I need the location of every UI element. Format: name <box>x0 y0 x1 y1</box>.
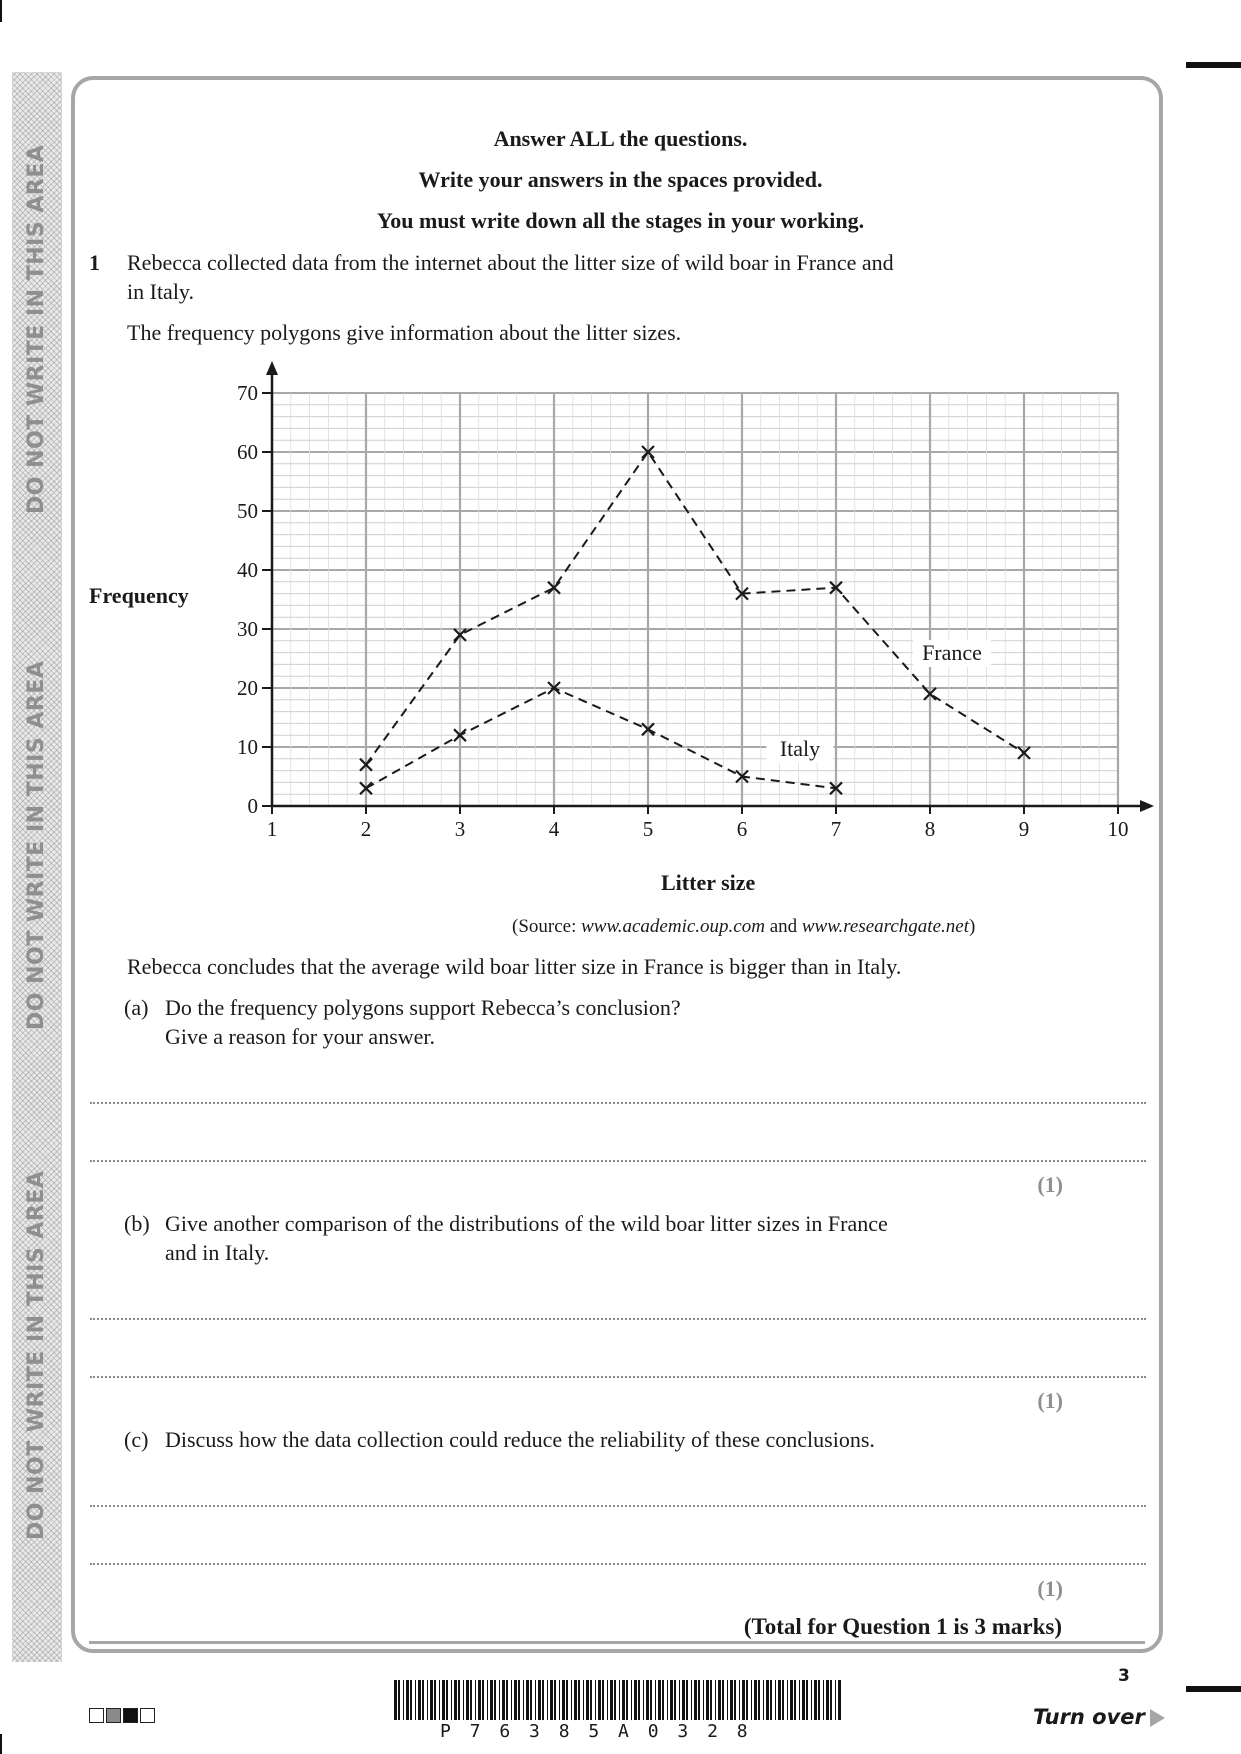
source-line <box>512 916 975 938</box>
barcode-bar <box>463 1680 464 1720</box>
barcode-bar <box>466 1680 469 1720</box>
x-axis-arrow-icon <box>1140 800 1154 812</box>
part-b-label: (b) <box>124 1211 150 1236</box>
x-tick-label: 6 <box>736 817 748 841</box>
barcode-bar <box>826 1680 829 1720</box>
barcode-bar <box>494 1680 496 1720</box>
barcode-bar <box>578 1680 580 1720</box>
barcode-bar <box>398 1680 400 1720</box>
mark-b: (1) <box>1037 1388 1063 1413</box>
turn-over-arrow-icon <box>1150 1709 1165 1727</box>
barcode-bar <box>754 1680 757 1720</box>
barcode-bar <box>682 1680 685 1720</box>
instruction-show-working: You must write down all the stages in your working. <box>376 208 865 233</box>
polygon-description: The frequency polygons give information about the litter sizes. <box>127 320 682 345</box>
x-tick-label: 2 <box>360 817 372 841</box>
y-tick-label: 70 <box>237 381 258 405</box>
barcode-bar <box>478 1680 481 1720</box>
part-a-instruction: Give a reason for your answer. <box>165 1024 436 1049</box>
source-site-2: www.researchgate.net <box>801 916 969 937</box>
barcode-bar <box>679 1680 680 1720</box>
part-b-question-line2: and in Italy. <box>165 1240 270 1265</box>
barcode-bar <box>446 1680 448 1720</box>
barcode-bar <box>739 1680 740 1720</box>
barcode-bar <box>598 1680 601 1720</box>
barcode-bar <box>583 1680 584 1720</box>
barcode-bar <box>778 1680 781 1720</box>
answer-line-c1[interactable] <box>90 1505 1146 1507</box>
barcode-bar <box>434 1680 436 1720</box>
barcode-text: P 7 6 3 8 5 A 0 3 2 8 <box>440 1721 752 1742</box>
barcode-bar <box>634 1680 637 1720</box>
barcode-bar <box>782 1680 784 1720</box>
square-empty-2 <box>140 1708 155 1723</box>
barcode-bar <box>662 1680 664 1720</box>
barcode-bar <box>658 1680 661 1720</box>
barcode-bar <box>646 1680 649 1720</box>
barcode-bar <box>691 1680 692 1720</box>
x-tick-label: 7 <box>830 817 842 841</box>
x-axis-label: Litter size <box>661 870 756 895</box>
source-prefix: (Source: <box>512 916 582 937</box>
source-site-1: www.academic.oup.com <box>581 916 765 937</box>
barcode-bar <box>418 1680 421 1720</box>
y-axis-label: Frequency <box>89 583 189 608</box>
answer-line-c2[interactable] <box>90 1563 1146 1565</box>
barcode-bar <box>590 1680 592 1720</box>
barcode-bar <box>667 1680 668 1720</box>
barcode-bar <box>439 1680 440 1720</box>
part-a-label: (a) <box>124 995 149 1020</box>
x-tick-label: 8 <box>924 817 936 841</box>
series-label-italy: Italy <box>779 736 821 761</box>
barcode-bar <box>566 1680 568 1720</box>
barcode-bar <box>655 1680 656 1720</box>
barcode-bar <box>518 1680 520 1720</box>
instruction-write-spaces: Write your answers in the spaces provided. <box>418 167 823 192</box>
barcode-bar <box>643 1680 644 1720</box>
barcode-bar <box>610 1680 613 1720</box>
barcode-bar <box>458 1680 460 1720</box>
barcode-bar <box>790 1680 793 1720</box>
question-number: 1 <box>89 250 100 275</box>
part-a-question: Do the frequency polygons support Rebecca’s conclusion? <box>165 995 681 1020</box>
barcode-bar <box>799 1680 800 1720</box>
barcode-bar <box>571 1680 572 1720</box>
barcode-bar <box>631 1680 632 1720</box>
barcode-bar <box>554 1680 556 1720</box>
square-black <box>123 1708 138 1723</box>
barcode-bar <box>538 1680 541 1720</box>
barcode-bar <box>806 1680 808 1720</box>
page-squares <box>89 1706 157 1724</box>
mark-a: (1) <box>1037 1172 1063 1197</box>
barcode-bar <box>415 1680 416 1720</box>
barcode-bar <box>830 1680 832 1720</box>
barcode-bar <box>694 1680 697 1720</box>
barcode-bar <box>514 1680 517 1720</box>
barcode-bar <box>526 1680 529 1720</box>
source-and: and <box>764 916 802 937</box>
barcode-bar <box>703 1680 704 1720</box>
answer-line-b1[interactable] <box>90 1318 1146 1320</box>
margin-warning-top: DO NOT WRITE IN THIS AREA <box>24 144 49 514</box>
part-b-question-line1: Give another comparison of the distributions of the wild boar litter sizes in France <box>165 1211 888 1236</box>
y-tick-label: 30 <box>237 617 258 641</box>
total-rule <box>89 1641 1145 1644</box>
answer-line-a2[interactable] <box>90 1160 1146 1162</box>
barcode-bar <box>619 1680 620 1720</box>
barcode-bar <box>475 1680 476 1720</box>
barcode-bar <box>586 1680 589 1720</box>
barcode-bar <box>835 1680 836 1720</box>
barcode-bar <box>638 1680 640 1720</box>
barcode-bar <box>530 1680 532 1720</box>
barcode-bar <box>430 1680 433 1720</box>
barcode-bar <box>559 1680 560 1720</box>
barcode-bar <box>451 1680 452 1720</box>
x-tick-label: 9 <box>1018 817 1030 841</box>
barcode-bar <box>823 1680 824 1720</box>
conclusion-text: Rebecca concludes that the average wild boar litter size in France is bigger than in Italy. <box>127 954 902 979</box>
barcode-bar <box>818 1680 820 1720</box>
square-empty-1 <box>89 1708 104 1723</box>
x-tick-label: 1 <box>266 817 278 841</box>
y-axis-arrow-icon <box>266 361 278 375</box>
barcode-bar <box>742 1680 745 1720</box>
barcode-bar <box>511 1680 512 1720</box>
barcode-bar <box>814 1680 817 1720</box>
barcode-bar <box>482 1680 484 1720</box>
barcode-bar <box>470 1680 472 1720</box>
y-tick-label: 0 <box>247 794 258 818</box>
barcode-bar <box>758 1680 760 1720</box>
x-tick-label: 10 <box>1107 817 1129 841</box>
barcode-bar <box>775 1680 776 1720</box>
barcode-bar <box>562 1680 565 1720</box>
barcode-bar <box>838 1680 841 1720</box>
barcode-bar <box>794 1680 796 1720</box>
page-number: 3 <box>1118 1666 1130 1686</box>
margin-warning-bottom: DO NOT WRITE IN THIS AREA <box>24 1170 49 1540</box>
barcode-bar <box>650 1680 652 1720</box>
barcode-bar <box>602 1680 604 1720</box>
barcode-bar <box>787 1680 788 1720</box>
barcode-bar <box>502 1680 505 1720</box>
barcode-bar <box>542 1680 544 1720</box>
barcode-bar <box>770 1680 772 1720</box>
barcode-bar <box>403 1680 404 1720</box>
y-tick-label: 10 <box>237 735 258 759</box>
source-suffix: ) <box>968 916 976 937</box>
barcode-bar <box>550 1680 553 1720</box>
square-grey <box>106 1708 121 1723</box>
edge-mark-bottom-right <box>1186 1686 1241 1692</box>
barcode-bar <box>626 1680 628 1720</box>
barcode-bar <box>595 1680 596 1720</box>
barcode-bar <box>506 1680 508 1720</box>
answer-line-b2[interactable] <box>90 1376 1146 1378</box>
barcode-bar <box>454 1680 457 1720</box>
barcode-bar <box>751 1680 752 1720</box>
part-c-question: Discuss how the data collection could reduce the reliability of these conclusions. <box>165 1427 875 1452</box>
barcode-bar <box>442 1680 445 1720</box>
barcode-bar <box>746 1680 748 1720</box>
barcode-bar <box>766 1680 769 1720</box>
barcode-bar <box>715 1680 716 1720</box>
barcode-bar <box>614 1680 616 1720</box>
barcode-bar <box>763 1680 764 1720</box>
barcode-bar <box>670 1680 673 1720</box>
barcode-bar <box>718 1680 721 1720</box>
barcode-bar <box>730 1680 733 1720</box>
instruction-answer-all: Answer ALL the questions. <box>493 126 748 151</box>
barcode-bar <box>734 1680 736 1720</box>
margin-warning-middle: DO NOT WRITE IN THIS AREA <box>24 660 49 1030</box>
barcode-bar <box>487 1680 488 1720</box>
barcode-bar <box>547 1680 548 1720</box>
barcode-bar <box>523 1680 524 1720</box>
barcode-bar <box>698 1680 700 1720</box>
y-tick-label: 50 <box>237 499 258 523</box>
barcode-bar <box>410 1680 412 1720</box>
barcode-bar <box>422 1680 424 1720</box>
total-marks: (Total for Question 1 is 3 marks) <box>743 1614 1062 1639</box>
barcode-bar <box>686 1680 688 1720</box>
barcode-bar <box>722 1680 724 1720</box>
turn-over-label: Turn over <box>1033 1705 1145 1729</box>
y-tick-label: 20 <box>237 676 258 700</box>
series-label-france: France <box>922 640 982 665</box>
barcode-bar <box>710 1680 712 1720</box>
barcode-bar <box>802 1680 805 1720</box>
barcode-bar <box>706 1680 709 1720</box>
barcode-bar <box>622 1680 625 1720</box>
barcode-bar <box>490 1680 493 1720</box>
y-tick-label: 60 <box>237 440 258 464</box>
barcode-bar <box>574 1680 577 1720</box>
y-tick-label: 40 <box>237 558 258 582</box>
barcode-bar <box>811 1680 812 1720</box>
barcode <box>394 1680 844 1722</box>
barcode-bar <box>394 1680 397 1720</box>
part-c-label: (c) <box>124 1427 149 1452</box>
grid-area <box>272 393 1118 806</box>
barcode-bar <box>499 1680 500 1720</box>
x-tick-label: 5 <box>642 817 654 841</box>
x-tick-label: 3 <box>454 817 466 841</box>
barcode-bar <box>674 1680 676 1720</box>
question-intro-line2: in Italy. <box>127 279 194 304</box>
barcode-bar <box>406 1680 409 1720</box>
x-tick-label: 4 <box>548 817 560 841</box>
barcode-bar <box>727 1680 728 1720</box>
barcode-bar <box>427 1680 428 1720</box>
barcode-bar <box>607 1680 608 1720</box>
answer-line-a1[interactable] <box>90 1102 1146 1104</box>
mark-c: (1) <box>1037 1576 1063 1601</box>
question-intro-line1: Rebecca collected data from the internet about the litter size of wild boar in France and <box>127 250 894 275</box>
crop-mark-bottom-left <box>0 1734 2 1754</box>
barcode-bar <box>535 1680 536 1720</box>
